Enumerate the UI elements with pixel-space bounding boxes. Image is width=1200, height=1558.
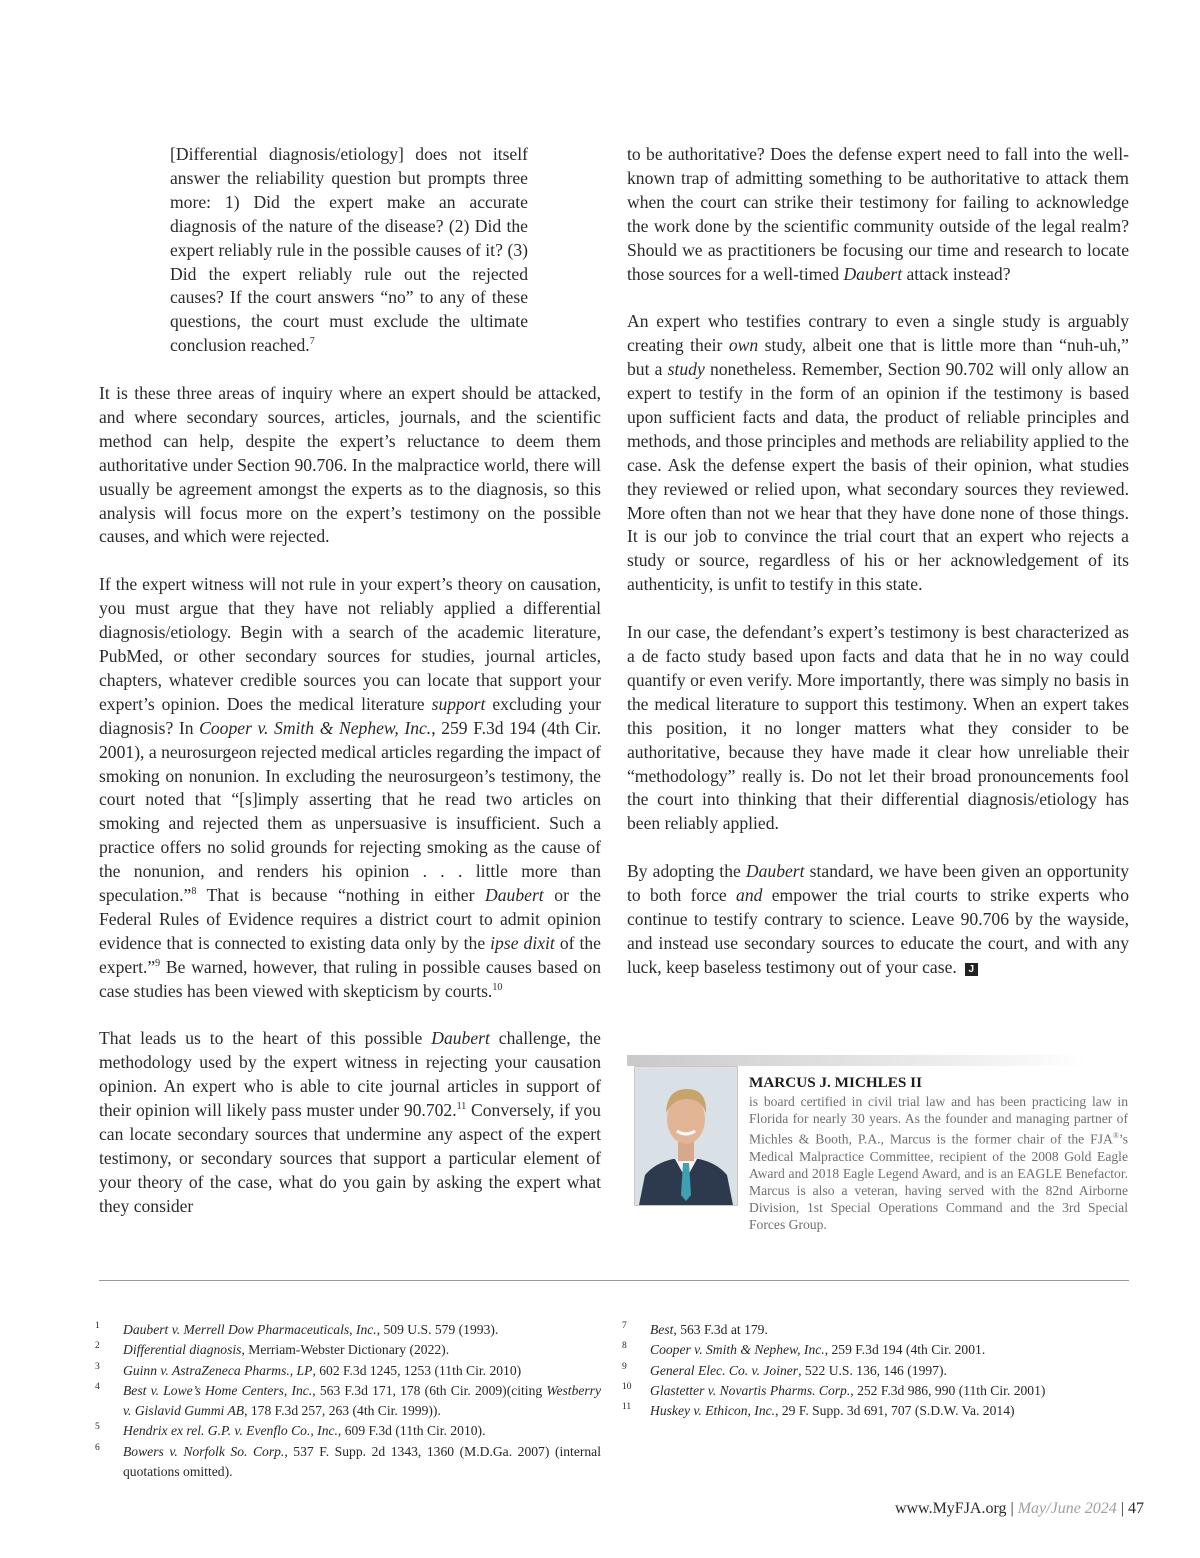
page-number: 47 [1128,1500,1144,1517]
footnote: 4 Best v. Lowe’s Home Centers, Inc., 563 F.3d 171, 178 (6th Cir. 2009)(citing Westberry v. Gislavid Gummi AB, 178 F.3d 257, 263 (4th Cir. 1999)). [95,1381,601,1422]
footnote: 1 Daubert v. Merrell Dow Pharmaceuticals, Inc., 509 U.S. 579 (1993). [95,1320,601,1340]
footnote: 6 Bowers v. Norfolk So. Corp., 537 F. Supp. 2d 1343, 1360 (M.D.Ga. 2007) (internal quotations omitted). [95,1442,601,1483]
right-column [627,143,1129,1004]
footnote-ref-11: 11 [456,1101,467,1113]
author-name: MARCUS J. MICHLES II [749,1074,922,1091]
issue-date: May/June 2024 [1017,1500,1117,1517]
footnote-ref-7: 7 [309,336,315,348]
end-mark-icon: J [965,963,978,976]
footnote: 8 Cooper v. Smith & Nephew, Inc., 259 F.3d 194 (4th Cir. 2001. [622,1340,1128,1360]
author-bio-text: is board certified in civil trial law and has been practicing law in Florida for nearly 30 years. As the founder and managing partner of Michles & Booth, P.A., Marcus is the former chair of the FJA®’s Medical Malpractice Committee, recipient of the 2008 Gold Eagle Award and 2018 Eagle Legend Award, and is an EAGLE Benefactor. Marcus is also a veteran, having served with the 82nd Airborne Division, 1st Special Operations Command and the 3rd Special Forces Group. [749,1094,1128,1232]
footnote-number: 4 [95,1381,100,1392]
footnote-number: 8 [622,1341,627,1352]
footnote: 11 Huskey v. Ethicon, Inc., 29 F. Supp. 3d 691, 707 (S.D.W. Va. 2014) [622,1401,1128,1421]
footnote-ref-9: 9 [155,957,161,969]
footnote-ref-8: 8 [191,886,197,898]
footnote-number: 2 [95,1341,100,1352]
body-paragraph: It is these three areas of inquiry where an expert should be attacked, and where secondary sources, articles, journals, and the scientific method can help, despite the expert’s reluctance to deem them authoritative under Section 90.706. In the malpractice world, there will usually be agreement amongst the experts as to the diagnosis, so this analysis will focus more on the expert’s testimony on the possible causes, and which were rejected. [99,383,601,547]
footnote-number: 6 [95,1442,100,1453]
footnote: 7 Best, 563 F.3d at 179. [622,1320,1128,1340]
footnotes-right [622,1320,1128,1421]
footnote-ref-10: 10 [492,981,503,993]
body-paragraph: to be authoritative? Does the defense expert need to fall into the well-known trap of admitting something to be authoritative to attack them when the court can strike their testimony for failing to acknowledge the work done by the scientific community outside of the legal realm? Should we as practitioners be focusing our time and research to locate those sources for a well-timed Daubert attack instead? [627,144,1129,284]
author-portrait-icon [635,1067,737,1205]
body-paragraph: An expert who testifies contrary to even a single study is arguably creating their own study, albeit one that is little more than “nuh-uh,” but a study nonetheless. Remember, Section 90.702 will only allow an expert to testify in the form of an opinion if the testimony is based upon sufficient facts and data, the product of reliable principles and methods, and those principles and methods are reliability applied to the case. Ask the defense expert the basis of their opinion, what studies they reviewed or relied upon, what secondary sources they reviewed. More often than not we hear that they have done none of those things. It is our job to convince the trial court that an expert who rejects a study or source, regardless of his or her acknowledgement of its authenticity, is unfit to testify in this state. [627,311,1129,595]
footnote-number: 1 [95,1321,100,1331]
footnote: 9 General Elec. Co. v. Joiner, 522 U.S. 136, 146 (1997). [622,1361,1128,1381]
footnote: 2 Differential diagnosis, Merriam-Webster Dictionary (2022). [95,1340,601,1360]
body-paragraph: In our case, the defendant’s expert’s testimony is best characterized as a de facto study based upon facts and data that he in no way could quantify or even verify. More importantly, there was simply no basis in the medical literature to support this testimony. When an expert takes this position, it no longer matters what they consider to be authoritative, because they have made it clear how unreliable their “methodology” really is. Do not let their broad pronouncements fool the court into thinking that their differential diagnosis/etiology has been reliably applied. [627,622,1129,834]
footnotes-left [95,1320,601,1482]
footnote-number: 9 [622,1361,627,1372]
footnote-number: 10 [622,1381,632,1392]
page-footer: www.MyFJA.org | May/June 2024 | 47 [894,1500,1144,1517]
footnote-number: 7 [622,1321,627,1331]
left-column [99,143,601,1243]
website-link[interactable]: www.MyFJA.org [894,1500,1007,1517]
author-bio [749,1074,1128,1233]
footnote: 10 Glastetter v. Novartis Pharms. Corp., 252 F.3d 986, 990 (11th Cir. 2001) [622,1381,1128,1401]
body-paragraph: By adopting the Daubert standard, we have been given an opportunity to both force and empower the trial courts to strike experts who continue to testify contrary to science. Leave 90.706 by the wayside, and instead use secondary sources to educate the court, and with any luck, keep baseless testimony out of your case. J [627,861,1129,977]
footnote: 3 Guinn v. AstraZeneca Pharms., LP, 602 F.3d 1245, 1253 (11th Cir. 2010) [95,1361,601,1381]
body-paragraph: If the expert witness will not rule in your expert’s theory on causation, you must argue that they have not reliably applied a differential diagnosis/etiology. Begin with a search of the academic literature, PubMed, or other secondary sources for studies, journal articles, chapters, whatever credible sources you can locate that support your expert’s opinion. Does the medical literature support excluding your diagnosis? In Cooper v. Smith & Nephew, Inc., 259 F.3d 194 (4th Cir. 2001), a neurosurgeon rejected medical articles regarding the impact of smoking on nonunion. In excluding the neurosurgeon’s testimony, the court noted that “[s]imply asserting that he read two articles on smoking and rejected them as unpersuasive is insufficient. Such a practice offers no solid grounds for rejecting smoking as the cause of the nonunion, and renders his opinion . . . little more than speculation.”$^8$ That is because “nothing in either Daubert or the Federal Rules of Evidence requires a district court to admit opinion evidence that is connected to existing data only by the ipse dixit of the expert.”$^9$ Be warned, however, that ruling in possible causes based on case studies has been viewed with skepticism by courts.$^{10}$ [99,574,602,1001]
author-photo [634,1066,738,1206]
footnote-number: 5 [95,1422,100,1433]
bio-header-bar [627,1055,1087,1066]
block-quote: [Differential diagnosis/etiology] does not itself answer the reliability question but prompts three more: 1) Did the expert make an accurate diagnosis of the nature of the disease? (2) Did the expert reliably rule in the possible causes of it? (3) Did the expert reliably rule out the rejected causes? If the court answers “no” to any of these questions, the court must exclude the ultimate conclusion reached.$^7$ [170,144,528,356]
body-paragraph: That leads us to the heart of this possible Daubert challenge, the methodology used by the expert witness in rejecting your causation opinion. An expert who is able to cite journal articles in support of their opinion will likely pass muster under 90.702.11 Conversely, if you can locate secondary sources that undermine any aspect of the expert testimony, or secondary sources that support a particular element of your theory of the case, what do you gain by asking the expert what they consider [99,1028,601,1216]
footnote-divider [99,1280,1129,1281]
footnote-number: 11 [622,1402,632,1413]
footnote-number: 3 [95,1361,100,1372]
footnote: 5 Hendrix ex rel. G.P. v. Evenflo Co., Inc., 609 F.3d (11th Cir. 2010). [95,1421,601,1441]
